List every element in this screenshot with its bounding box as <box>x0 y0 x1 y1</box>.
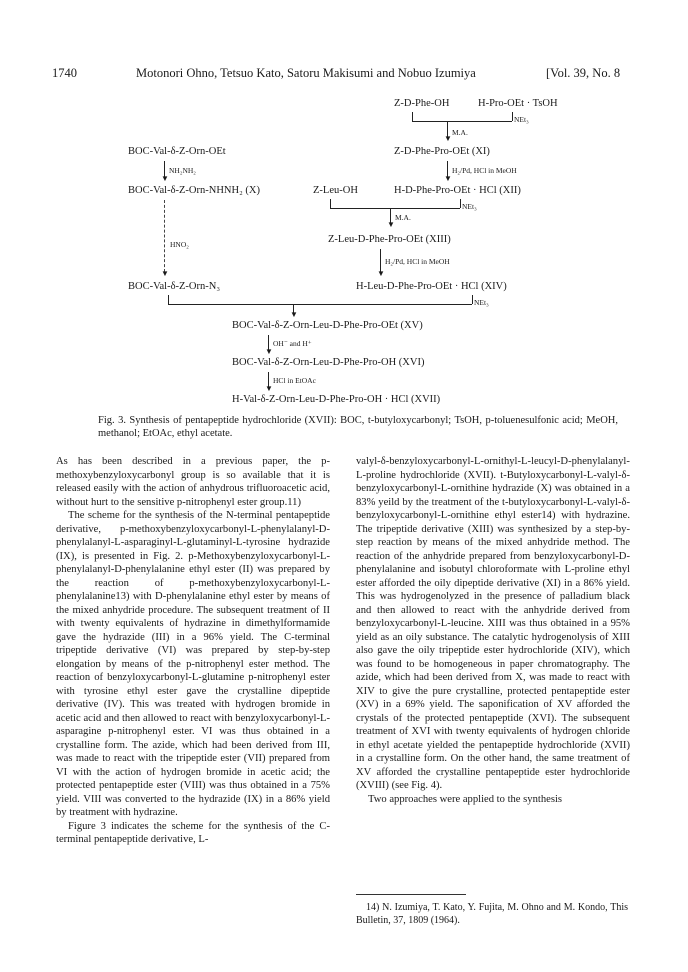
paragraph: Two approaches were applied to the synthesis <box>368 793 563 805</box>
compound-azide: BOC-Val-δ-Z-Orn-N₃ <box>128 281 221 292</box>
reagent-hydrazine: NH₂NH₂ <box>169 166 196 175</box>
reaction-line-5 <box>164 200 165 272</box>
compound-xiv: H-Leu-D-Phe-Pro-OEt · HCl (XIV) <box>356 281 507 292</box>
reagent-h2pd-1: H₂/Pd, HCl in MeOH <box>452 166 517 175</box>
bracket-right-3 <box>472 295 473 304</box>
compound-xvi: BOC-Val-δ-Z-Orn-Leu-D-Phe-Pro-OH (XVI) <box>232 357 425 368</box>
bracket-left-2 <box>330 199 331 208</box>
paragraph: Figure 3 indicates the scheme for the synthesis of the C-terminal pentapeptide derivative, L- <box>56 820 330 845</box>
reagent-hcl-etoac: HCl in EtOAc <box>273 376 316 385</box>
compound-boc-oet: BOC-Val-δ-Z-Orn-OEt <box>128 146 226 157</box>
compound-x: BOC-Val-δ-Z-Orn-NHNH₂ (X) <box>128 185 260 196</box>
reagent-net3-1: NEt₃ <box>514 115 529 124</box>
reagent-h2pd-2: H₂/Pd, HCl in MeOH <box>385 257 450 266</box>
compound-xvii: H-Val-δ-Z-Orn-Leu-D-Phe-Pro-OH · HCl (XVII) <box>232 394 441 405</box>
arrow-down-icon: ▼ <box>265 384 273 393</box>
arrow-down-icon: ▼ <box>377 269 385 278</box>
bracket-bottom-2 <box>330 208 460 209</box>
bracket-bottom-1 <box>412 121 512 122</box>
running-head-authors: Motonori Ohno, Tetsuo Kato, Satoru Makisumi and Nobuo Izumiya <box>136 66 476 80</box>
compound-xv: BOC-Val-δ-Z-Orn-Leu-D-Phe-Pro-OEt (XV) <box>232 320 423 331</box>
paragraph: The scheme for the synthesis of the N-terminal pentapeptide derivative, p-methoxybenzyloxycarbonyl-L-phenylalanyl-D-phenylalanyl-L-asparaginyl-L-glutaminyl-L-tyrosine hydrazide (IX), is presented in Fig. 2. p-Methoxybenzyloxycarbonyl-L-phenylalanyl-D-phenylalanine ethyl ester (II) was prepared by the reaction of p-methoxybenzyloxycarbonyl-L-phenylalanine13) with D-phenylalanine ethyl ester by means of the mixed anhydride procedure. The subsequent treatment of II with twenty equivalents of hydrazine in dimethylformamide gave the hydrazide (III) in a 96% yield. The C-terminal tripeptide derivative (VI) was prepared by step-by-step elongation by means of the p-nitrophenyl ester method. The reaction of benzyloxycarbonyl-L-glutamine p-nitrophenyl ester with tyrosine ethyl ester gave the crystalline dipeptide derivative (IV). This was treated with hydrogen bromide in acetic acid and then allowed to react with benzyloxycarbonyl-L-asparagine p-nitrophenyl ester. VI was thus obtained in a crystalline form. The azide, which had been derived from III, was made to react with the tripeptide ester (VII) prepared from VI with the action of hydrogen bromide in acetic acid; the protected pentapeptide ester (VIII) was thus obtained in a 75% yield. VIII was converted to the hydrazide (IX) in a 86% yield by treatment with hydrazine. <box>56 510 330 818</box>
running-head-volume: [Vol. 39, No. 8 <box>546 66 621 80</box>
reactant-h-pro-oet-tsoh: H-Pro-OEt · TsOH <box>478 98 558 109</box>
arrow-down-icon: ▼ <box>161 174 169 183</box>
reactant-z-leu-oh: Z-Leu-OH <box>313 185 358 196</box>
compound-xi: Z-D-Phe-Pro-OEt (XI) <box>394 146 490 157</box>
reagent-oh-h: OH⁻ and H⁺ <box>273 339 312 348</box>
arrow-down-icon: ▼ <box>161 269 169 278</box>
bracket-bottom-3 <box>168 304 472 305</box>
arrow-down-icon: ▼ <box>444 134 452 143</box>
paragraph: As has been described in a previous paper, the p-methoxybenzyloxycarbonyl group is so available that it is released easily with the action of anhydrous trifluoroacetic acid, without hurt to the sensitive p-nitrophenyl ester group.11) <box>56 456 330 508</box>
reactant-z-d-phe-oh: Z-D-Phe-OH <box>394 98 450 109</box>
bracket-left-1 <box>412 112 413 121</box>
reagent-net3-2: NEt₃ <box>462 202 477 211</box>
compound-xii: H-D-Phe-Pro-OEt · HCl (XII) <box>394 185 521 196</box>
bracket-right-2 <box>460 199 461 208</box>
reagent-net3-3: NEt₃ <box>474 298 489 307</box>
bracket-left-3 <box>168 295 169 304</box>
paragraph: valyl-δ-benzyloxycarbonyl-L-ornithyl-L-leucyl-D-phenylalanyl-L-proline hydrochloride (XVII). t-Butyloxycarbonyl-L-valyl-δ-benzyloxycarbonyl-L-ornithine hydrazide (X) was obtained in a 83% yeild by the treatment of the t-butyloxycarbonyl-L-valyl-δ-benzyloxycarbonyl-L-ornithine ethyl ester14) with hydrazine. The tripeptide derivative (XIII) was synthesized by a step-by-step reaction by means of the mixed anhydride method. The reaction of the anhydride prepared from benzyloxycarbonyl-D-phenylalanine and isobutyl chloroformate with L-proline ethyl ester afforded the oily dipeptide derivative (XI) in a 86% yield. This was hydrogenolyzed in the presence of palladium black and then allowed to react with the anhydride derived from benzyloxycarbonyl-L-leucine. XIII was thus obtained in a 95% yield as an oily substance. The catalytic hydrogenolysis of XIII also gave the oily tripeptide ester hydrochloride (XIV), which was found to be homogeneous in paper chromatography. The azide, which had been derived from X, was made to react with XIV to give the pure crystalline, protected pentapeptide ester (XV) in a 69% yield. The saponification of XV afforded the crystals of the protected pentapeptide (XVI). The subsequent treatment of XVI with twenty equivalents of hydrogen chloride in ethyl acetate yielded the pentapeptide hydrochloride (XVII) in a crystalline form. On the other hand, the same treatment of XV afforded the crystalline pentapeptide ester hydrochloride (XVIII) (see Fig. 4). <box>356 456 630 791</box>
reagent-ma-2: M.A. <box>395 213 411 222</box>
arrow-down-icon: ▼ <box>265 347 273 356</box>
page-number: 1740 <box>52 66 77 80</box>
arrow-down-icon: ▼ <box>290 310 298 319</box>
reagent-ma-1: M.A. <box>452 128 468 137</box>
right-column <box>356 455 630 806</box>
footnote-rule <box>356 894 466 895</box>
left-column <box>56 455 330 847</box>
reagent-hno2: HNO₂ <box>170 240 189 249</box>
footnote: 14) N. Izumiya, T. Kato, Y. Fujita, M. Ohno and M. Kondo, This Bulletin, 37, 1809 (1964). <box>356 902 628 926</box>
compound-xiii: Z-Leu-D-Phe-Pro-OEt (XIII) <box>328 234 451 245</box>
figure-caption: Fig. 3. Synthesis of pentapeptide hydrochloride (XVII): BOC, t-butyloxycarbonyl; TsOH, p-toluenesulfonic acid; MeOH, methanol; EtOAc, ethyl acetate. <box>98 415 618 439</box>
arrow-down-icon: ▼ <box>387 220 395 229</box>
arrow-down-icon: ▼ <box>444 174 452 183</box>
bracket-right-1 <box>512 112 513 121</box>
